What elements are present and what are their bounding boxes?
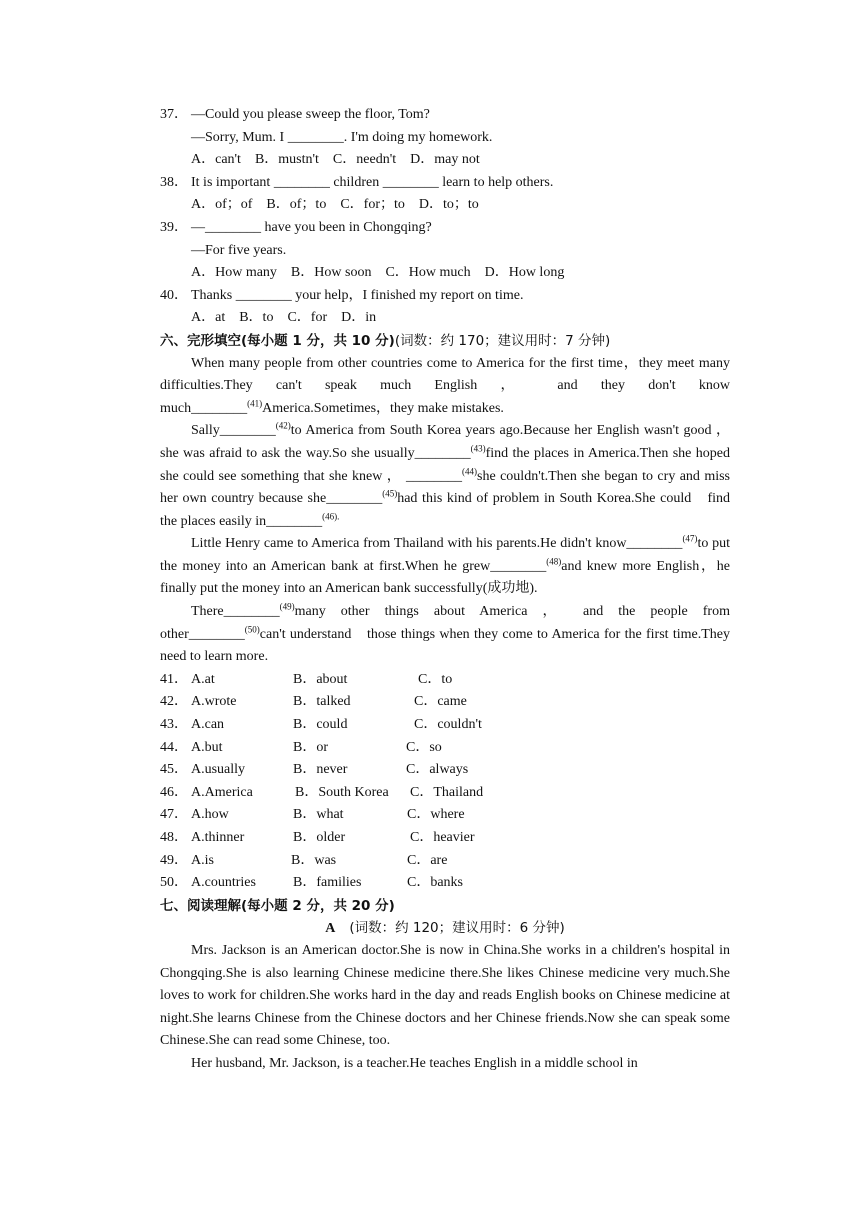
section-note: (词数：约 170；建议用时：7 分钟): [394, 332, 611, 349]
option-c: C．couldn't: [414, 717, 482, 733]
question-text: It is important ________ children ________ learn to help others.: [191, 174, 554, 190]
option-a: A.America: [191, 784, 253, 800]
cloze-text: to put the money into an American bank at first.When he grew________: [160, 536, 731, 574]
cloze-text: had this kind of problem in South Korea.She could find the places easily in________: [160, 491, 731, 529]
option-number: 45．: [160, 762, 188, 778]
option-b: B．South Korea: [295, 784, 389, 800]
question-37: [160, 104, 730, 127]
option-number: 50．: [160, 875, 188, 891]
option-c: C．banks: [407, 875, 463, 891]
option-c: C．to: [418, 671, 453, 687]
question-text: —For five years.: [191, 242, 287, 258]
option-b: B．older: [293, 830, 346, 845]
cloze-option-row: [160, 804, 730, 827]
exam-page: [160, 104, 730, 1076]
option-b: B．what: [293, 807, 344, 823]
section-7-title: 七、阅读理解(每小题 2 分，共 20 分): [160, 897, 395, 914]
question-text: —Sorry, Mum. I ________. I'm doing my homework.: [191, 129, 493, 145]
option-a: A.but: [191, 739, 223, 755]
option-a: A.thinner: [191, 830, 245, 845]
option-b: B．never: [293, 762, 348, 778]
reading-paragraph-1: Mrs. Jackson is an American doctor.She is now in China.She works in a children's hospital in Chongqing.She is also learning Chinese medicine there.She likes Chinese medicine very much.She loves to work for children.She works hard in the day and reads English books on Chinese medicine at night.She learns Chinese from the Chinese doctors and her Chinese friends.Now she can speak some Chinese.She can read some Chinese, too.: [160, 942, 730, 1049]
option-a: A.how: [191, 807, 229, 823]
cloze-text: There________: [191, 604, 280, 620]
option-b: B．or: [293, 739, 328, 755]
cloze-text: many other things about America ， and the people from other________: [160, 604, 730, 642]
question-text: —Could you please sweep the floor, Tom?: [191, 107, 430, 122]
option-c: C．came: [414, 694, 467, 710]
option-a: A.is: [191, 852, 214, 868]
blank-number: (50): [244, 624, 260, 634]
blank-number: (44): [462, 465, 478, 476]
option-number: 47．: [160, 807, 188, 823]
cloze-option-row: [160, 827, 730, 850]
option-number: 49．: [160, 852, 188, 868]
question-number: 40．: [160, 287, 188, 303]
option-c: C．are: [407, 852, 448, 868]
option-b: B．could: [293, 717, 348, 733]
cloze-text: Little Henry came to America from Thailand with his parents.He didn't know________: [191, 536, 683, 552]
option-a: A.at: [191, 671, 215, 687]
reading-paragraph-2: Her husband, Mr. Jackson, is a teacher.He teaches English in a middle school in: [191, 1055, 638, 1071]
cloze-paragraph-4: [160, 601, 730, 669]
cloze-paragraph-1: [160, 353, 730, 421]
question-number: 39．: [160, 219, 188, 235]
blank-number: (48): [546, 556, 562, 567]
option-number: 48．: [160, 830, 188, 845]
option-a: A.countries: [191, 875, 256, 891]
question-number: 38．: [160, 174, 188, 190]
option-number: 44．: [160, 739, 188, 755]
option-c: C．Thailand: [410, 784, 484, 800]
question-options: A．How many B．How soon C．How much D．How long: [191, 265, 565, 281]
cloze-text: to America from South Korea years ago.Because her English wasn't good ， she was afraid to ask the way.So she usually________: [160, 423, 730, 461]
option-a: A.can: [191, 717, 225, 733]
cloze-paragraph-2: [160, 420, 730, 533]
cloze-text: she couldn't.Then she began to cry and miss her own country because she________: [160, 468, 730, 507]
section-6-title: [160, 330, 730, 353]
cloze-text: and knew more English，he finally put the money into an American bank successfully(成功地).: [160, 558, 731, 597]
option-b: B．talked: [293, 694, 351, 710]
option-b: B．families: [293, 875, 362, 891]
blank-number: (46).: [322, 511, 340, 522]
cloze-option-row: [160, 782, 730, 805]
cloze-option-row: [160, 691, 730, 714]
option-b: B．about: [293, 671, 348, 687]
question-options: A．at B．to C．for D．in: [191, 310, 377, 326]
cloze-option-row: [160, 850, 730, 873]
cloze-option-row: [160, 872, 730, 895]
option-c: C．heavier: [410, 830, 475, 845]
question-text: Thanks ________ your help，I finished my report on time.: [191, 287, 524, 303]
option-b: B．was: [291, 852, 337, 868]
blank-number: (43): [470, 443, 486, 454]
option-c: C．always: [406, 762, 469, 778]
blank-number: (41): [247, 398, 263, 409]
blank-number: (45): [382, 488, 398, 499]
question-39: [160, 217, 730, 240]
cloze-text: Sally________: [191, 423, 276, 439]
option-c: C．where: [407, 807, 465, 823]
passage-a-header: [160, 917, 730, 940]
section-title: 六、完形填空(每小题 1 分，共 10 分): [160, 332, 395, 349]
option-number: 41．: [160, 671, 188, 687]
cloze-text: can't understand those things when they come to America for the first time.They need to learn more.: [160, 626, 730, 665]
question-text: —________ have you been in Chongqing?: [191, 219, 432, 235]
blank-number: (42): [275, 420, 291, 431]
cloze-options: [160, 669, 730, 895]
question-40: [160, 285, 730, 308]
cloze-option-row: [160, 759, 730, 782]
option-c: C．so: [406, 739, 442, 755]
blank-number: (49): [279, 601, 295, 612]
blank-number: (47): [682, 533, 698, 544]
cloze-option-row: [160, 737, 730, 760]
question-number: 37．: [160, 107, 188, 122]
cloze-text: America.Sometimes，they make mistakes.: [262, 400, 504, 416]
cloze-paragraph-3: [160, 533, 730, 601]
option-a: A.usually: [191, 762, 246, 778]
cloze-option-row: [160, 669, 730, 692]
option-number: 42．: [160, 694, 188, 710]
question-38: [160, 172, 730, 195]
passage-note: (词数：约 120；建议用时：6 分钟): [349, 920, 565, 937]
cloze-text: When many people from other countries come to America for the first time，they meet many difficulties.They can't speak much English ， and they don't know much________: [160, 355, 730, 416]
passage-label: A: [325, 921, 336, 937]
question-options: A．of；of B．of；to C．for；to D．to；to: [191, 197, 479, 213]
option-number: 43．: [160, 717, 188, 733]
question-options: A．can't B．mustn't C．needn't D．may not: [191, 152, 480, 168]
option-a: A.wrote: [191, 694, 237, 710]
option-number: 46．: [160, 784, 188, 800]
cloze-text: find the places in America.Then she hoped she could see something that she knew ， ________: [160, 445, 730, 484]
cloze-option-row: [160, 714, 730, 737]
